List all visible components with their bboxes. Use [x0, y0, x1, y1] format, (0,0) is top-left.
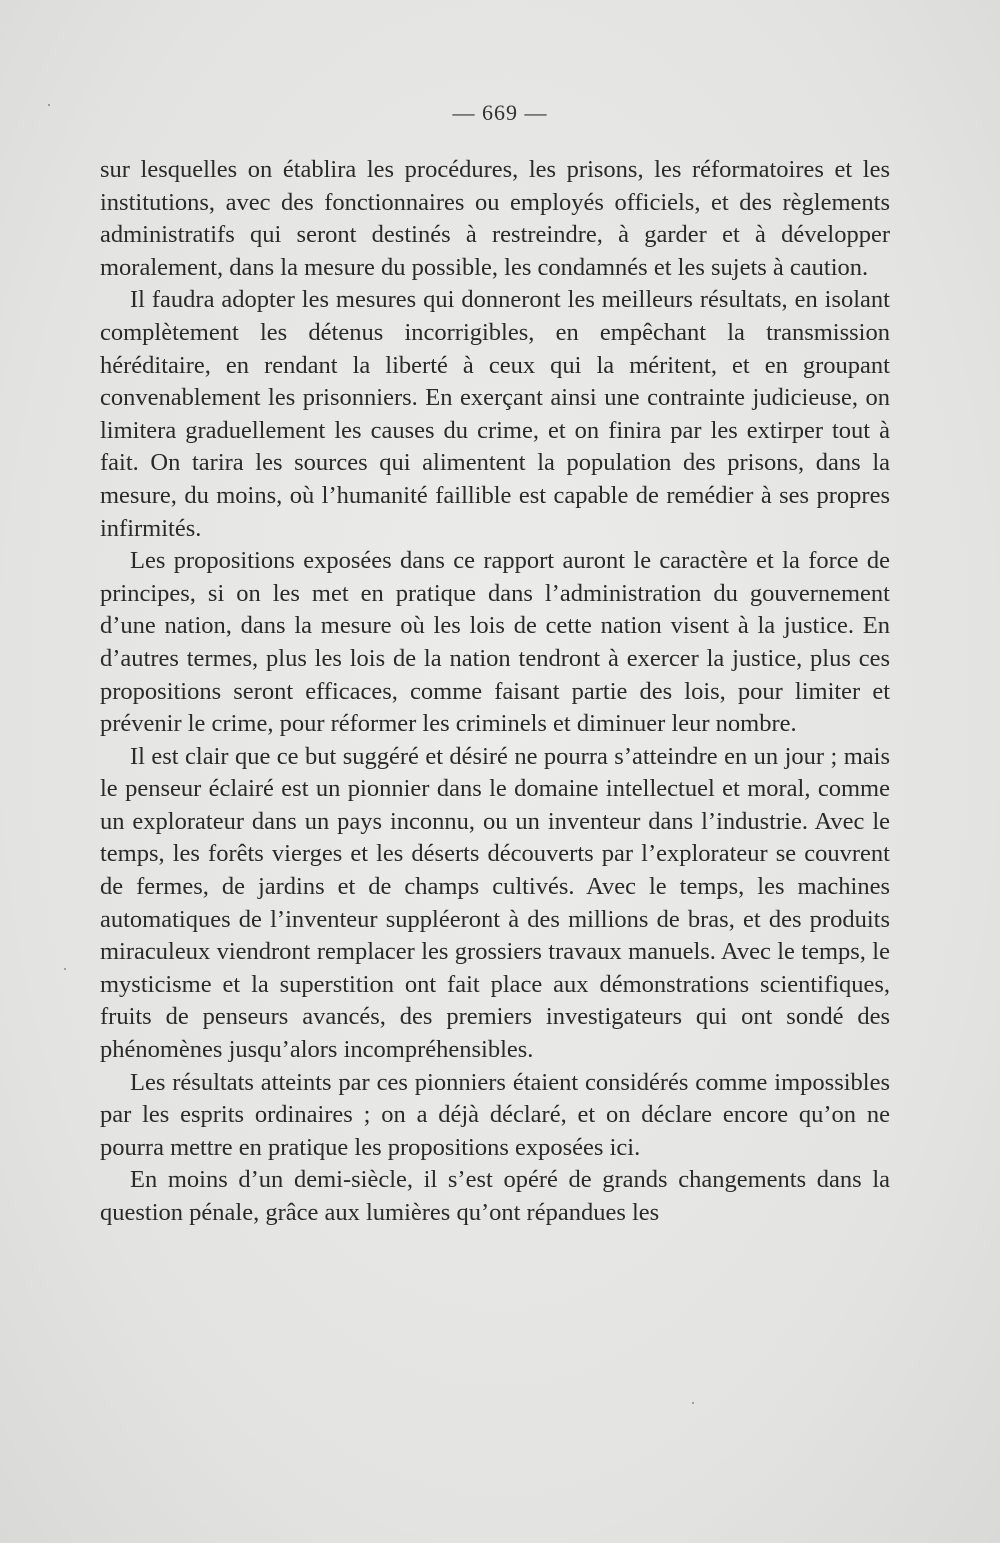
paragraph: Il est clair que ce but suggéré et désiré ne pourra s’atteindre en un jour ; mais le penseur éclairé est un pionnier dans le domaine intellectuel et moral, comme un explorateur dans un pays inconnu, ou un inventeur dans l’industrie. Avec le temps, les forêts vierges et les déserts découverts par l’explorateur se couvrent de fermes, de jardins et de champs cultivés. Avec le temps, les machines automatiques de l’inventeur suppléeront à des millions de bras, et des produits miraculeux viendront remplacer les grossiers travaux manuels. Avec le temps, le mysticisme et la superstition ont fait place aux démonstrations scientifiques, fruits de penseurs avancés, des premiers investigateurs qui ont sondé des phénomènes jusqu’alors incompréhensibles.	[100, 742, 890, 1064]
paper-speck	[48, 104, 50, 106]
paragraph: Les propositions exposées dans ce rapport auront le caractère et la force de principes, si on les met en pratique dans l’administration du gouvernement d’une nation, dans la mesure où les lois de cette nation visent à la justice. En d’autres termes, plus les lois de la nation tendront à exercer la justice, plus ces propositions seront efficaces, comme faisant partie des lois, pour limiter et prévenir le crime, pour réformer les criminels et diminuer leur nombre.	[100, 547, 890, 738]
paper-speck	[692, 1402, 694, 1404]
paper-speck	[64, 968, 66, 970]
paragraph: Il faudra adopter les mesures qui donneront les meilleurs résultats, en isolant complètement les détenus incorrigibles, en empêchant la transmission héréditaire, en rendant la liberté à ceux qui la méritent, et en groupant convenablement les prisonniers. En exerçant ainsi une contrainte judicieuse, on limitera graduellement les causes du crime, et on finira par les extirper tout à fait. On tarira les sources qui alimentent la population des prisons, dans la mesure, du moins, où l’humanité faillible est capable de remédier à ses propres infirmités.	[100, 286, 890, 542]
page-number: — 669 —	[452, 100, 548, 125]
body-text	[100, 154, 890, 1230]
paragraph: En moins d’un demi-siècle, il s’est opéré de grands changements dans la question pénale, grâce aux lumières qu’ont répandues les	[100, 1166, 890, 1226]
paragraph: sur lesquelles on établira les procédures, les prisons, les réformatoires et les institutions, avec des fonctionnaires ou employés officiels, et des règlements administratifs qui seront destinés à restreindre, à garder et à développer moralement, dans la mesure du possible, les condamnés et les sujets à caution.	[100, 156, 890, 281]
paragraph: Les résultats atteints par ces pionniers étaient considérés comme impossibles par les esprits ordinaires ; on a déjà déclaré, et on déclare encore qu’on ne pourra mettre en pratique les propositions exposées ici.	[100, 1068, 890, 1161]
